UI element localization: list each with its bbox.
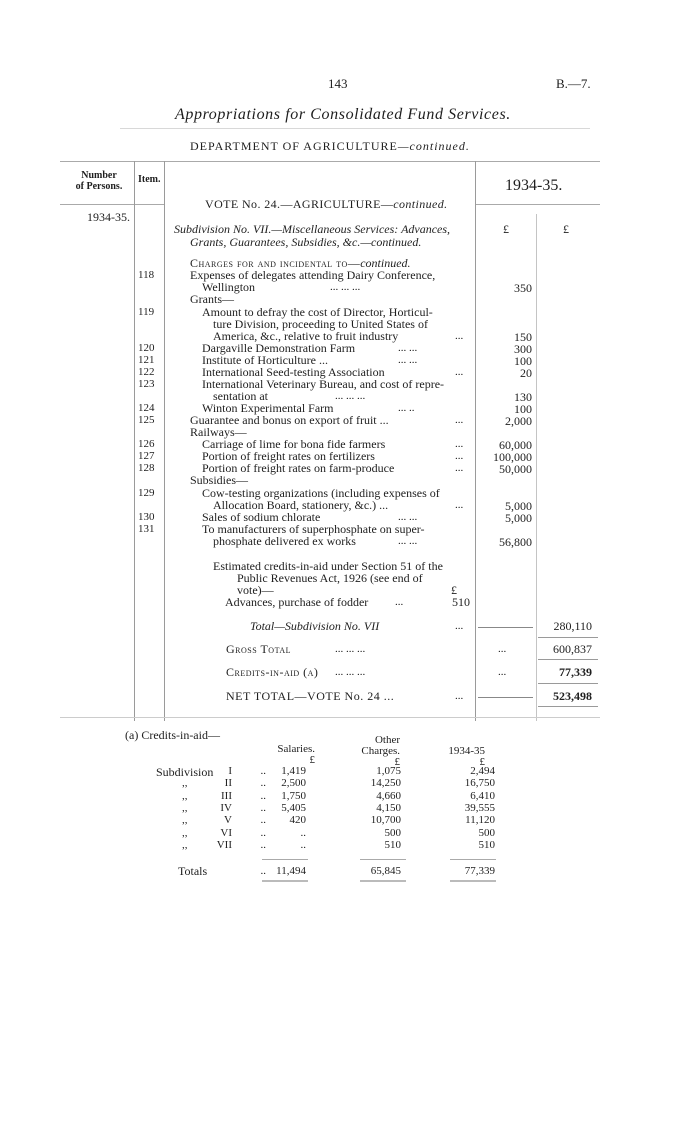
leader-dots: ... [455,462,464,474]
line-amount: 50,000 [499,462,532,476]
leader-dots: .. [260,839,266,851]
other-charges-cell: 1,075 [376,765,401,777]
dash-rule [478,697,533,698]
leader-dots: ... [455,690,464,702]
double-rule [450,880,496,882]
item-number: 119 [138,306,155,318]
item-number: 122 [138,366,155,378]
line-text: International Veterinary Bureau, and cost of repre- [202,377,445,391]
line-amount: 100,000 [493,450,532,464]
leader-dots: ... [455,450,464,462]
line-amount: 5,000 [505,511,532,525]
column-header-rule [60,204,164,205]
line-amount: 100 [514,354,532,368]
leader-dots: ... [498,666,507,678]
line-text: Wellington [202,280,256,294]
salaries-cell: 420 [289,814,306,826]
salaries-cell: 1,419 [281,765,306,777]
salaries-header: Salaries. [277,743,315,755]
persons-column-border [134,161,135,721]
leader-dots: ... ... [398,342,418,354]
line-amount: 56,800 [499,535,532,549]
item-number: 131 [138,523,155,535]
vote-title-continued: continued. [393,197,448,211]
item-number: 121 [138,354,155,366]
leader-dots: .. [260,802,266,814]
roman-numeral: I [228,765,232,777]
roman-numeral: VI [220,827,232,839]
item-number: 127 [138,450,155,462]
leader-dots: .. [260,790,266,802]
subdivision-total-label: Total—Subdivision No. VII [250,619,380,633]
line-text: International Seed-testing Association [202,365,385,379]
other-charges-cell: 500 [384,827,401,839]
dash-rule [450,859,496,860]
item-column-border [164,161,165,721]
credits-note-line2: Public Revenues Act, 1926 (see end of [237,571,423,585]
line-text: Portion of freight rates on fertilizers [202,449,375,463]
leader-dots: ... ... ... [335,643,366,655]
roman-numeral: VII [216,839,232,851]
other-charges-header-line1: Other [374,734,400,746]
page-title: Appropriations for Consolidated Fund Services. [175,106,511,123]
leader-dots: ... [455,438,464,450]
line-amount: 2,000 [505,414,532,428]
leader-dots: ... ... [398,535,418,547]
gross-total-label: Gross Total [226,642,291,656]
other-charges-header-line2: Charges. [361,745,400,757]
roman-numeral: II [224,777,232,789]
gross-total-value: 600,837 [553,642,592,656]
line-text: Portion of freight rates on farm-produce [202,461,395,475]
year-total: 77,339 [464,865,495,877]
year-total-cell: 16,750 [464,777,495,789]
line-text: Railways— [190,425,247,439]
totals-label: Totals [178,864,208,878]
roman-numeral: III [221,790,232,802]
pound-sign: £ [394,756,400,768]
rule [538,706,598,707]
ditto-mark: ,, [182,839,188,851]
leader-dots: ... ... ... [330,281,361,293]
footnote-heading: (a) Credits-in-aid— [125,728,220,742]
other-charges-cell: 4,150 [376,802,401,814]
line-text: ture Division, proceeding to United States of [213,317,428,331]
leader-dots: ... [395,596,404,608]
leader-dots: .. [260,765,266,777]
pound-sign-total: £ [563,222,569,236]
ditto-mark: ,, [182,814,188,826]
credits-in-aid-label [226,666,318,679]
other-charges-cell: 510 [384,839,401,851]
double-rule [360,880,406,882]
line-text: Winton Experimental Farm [202,401,334,415]
salaries-cell: 1,750 [281,790,306,802]
leader-dots: ... [455,366,464,378]
leader-dots: ... ... ... [335,666,366,678]
credits-note-line3: vote)— [237,583,274,597]
other-charges-header [350,735,400,757]
line-text: Carriage of lime for bona fide farmers [202,437,386,451]
line-amount: 100 [514,402,532,416]
year-column-header: 1934-35. [505,177,563,194]
rule [538,637,598,638]
salaries-cell: 2,500 [281,777,306,789]
dash-rule [360,859,406,860]
item-number: 118 [138,269,155,281]
salaries-cell: 5,405 [281,802,306,814]
double-rule [262,880,308,882]
line-text: Dargaville Demonstration Farm [202,341,356,355]
vote-title [205,197,448,212]
line-amount: 350 [514,281,532,295]
column-header-rule-right [475,204,600,205]
charges-heading-continued: continued. [360,256,411,270]
leader-dots: ... [455,330,464,342]
leader-dots: .. [260,865,266,877]
year-total-cell: 6,410 [470,790,495,802]
dash-rule [478,627,533,628]
item-number: 125 [138,414,155,426]
other-charges-cell: 10,700 [370,814,401,826]
year-total-cell: 2,494 [470,765,495,777]
line-amount: 60,000 [499,438,532,452]
leader-dots: ... ... ... [335,390,366,402]
item-number: 123 [138,378,155,390]
leader-dots: .. [260,814,266,826]
number-of-persons-header [68,170,130,192]
line-text: To manufacturers of superphosphate on super- [202,522,425,536]
line-text: Cow-testing organizations (including expenses of [202,486,440,500]
subdivision-total-value: 280,110 [553,619,592,633]
department-main: DEPARTMENT OF AGRICULTURE [190,139,398,153]
credits-in-aid-text: Credits-in-aid (a) [226,665,319,679]
credits-note-line4: Advances, purchase of fodder [225,595,369,609]
credits-in-aid-value: 77,339 [559,665,592,679]
item-number: 124 [138,402,155,414]
line-amount: 150 [514,330,532,344]
year-header: 1934-35 [448,745,485,757]
line-amount: 130 [514,390,532,404]
department-continued: —continued. [397,139,470,153]
item-number: 126 [138,438,155,450]
salaries-cell: .. [300,827,306,839]
item-number: 128 [138,462,155,474]
rule [120,128,590,129]
line-text: Institute of Horticulture ... [202,353,328,367]
credits-note-line1: Estimated credits-in-aid under Section 51 of the [213,559,443,573]
line-text: America, &c., relative to fruit industry [213,329,399,343]
leader-dots: ... [455,620,464,632]
leader-dots: ... ... [398,511,418,523]
line-text: Grants— [190,292,234,306]
leader-dots: .. [260,827,266,839]
department-heading [190,139,470,154]
rule [538,683,598,684]
line-text: Expenses of delegates attending Dairy Conference, [190,268,436,282]
item-number: 120 [138,342,155,354]
table-top-rule [60,161,600,162]
other-charges-cell: 14,250 [370,777,401,789]
item-header: Item. [138,174,161,185]
page-number: 143 [328,76,348,91]
subdivision-heading-line1: Subdivision No. VII.—Miscellaneous Services: Advances, [174,222,451,236]
year-total-cell: 500 [478,827,495,839]
salaries-cell: .. [300,839,306,851]
ditto-mark: ,, [182,790,188,802]
line-text: Sales of sodium chlorate [202,510,321,524]
line-amount: 300 [514,342,532,356]
pound-sign-amount: £ [503,222,509,236]
net-total-label: NET TOTAL—VOTE No. 24 ... [226,689,395,703]
net-total-value: 523,498 [553,689,592,703]
ditto-mark: ,, [182,802,188,814]
subdivision-label: Subdivision [156,765,214,779]
leader-dots: .. [260,777,266,789]
other-charges-cell: 4,660 [376,790,401,802]
other-charges-total: 65,845 [370,865,401,877]
ditto-mark: ,, [182,827,188,839]
line-text: Guarantee and bonus on export of fruit ... [190,413,389,427]
year-total-cell: 510 [478,839,495,851]
charges-heading-main: Charges for and incidental to— [190,256,361,270]
leader-dots: ... [455,414,464,426]
rule [538,659,598,660]
persons-header-line2: of Persons. [75,181,123,192]
year-total-cell: 39,555 [464,802,495,814]
leader-dots: ... .. [398,402,415,414]
total-column-border [536,214,537,721]
ditto-mark: ,, [182,777,188,789]
dash-rule [262,859,308,860]
line-amount: 20 [520,366,532,380]
year-total-cell: 11,120 [465,814,495,826]
persons-year-label: 1934-35. [87,210,130,224]
persons-header-line1: Number [81,170,117,181]
salaries-total: 11,494 [276,865,306,877]
line-text: Subsidies— [190,473,249,487]
pound-sign: £ [479,756,485,768]
line-text: sentation at [213,389,268,403]
table-bottom-rule [60,717,600,718]
line-amount: 5,000 [505,499,532,513]
leader-dots: ... [498,643,507,655]
roman-numeral: V [224,814,232,826]
leader-dots: ... ... [398,354,418,366]
document-reference: B.—7. [556,76,591,91]
pound-sign: £ [309,754,315,766]
line-text: Amount to defray the cost of Director, Horticul- [202,305,433,319]
subdivision-heading-line2: Grants, Guarantees, Subsidies, &c.—continued. [190,235,422,249]
roman-numeral: IV [220,802,232,814]
line-text: phosphate delivered ex works [213,534,356,548]
leader-dots: ... [455,499,464,511]
credits-note-pound: £ [451,583,457,597]
line-text: Allocation Board, stationery, &c.) ... [213,498,389,512]
item-number: 130 [138,511,155,523]
credits-note-amount: 510 [452,595,470,609]
vote-title-main: VOTE No. 24.—AGRICULTURE— [205,197,394,211]
item-number: 129 [138,487,155,499]
